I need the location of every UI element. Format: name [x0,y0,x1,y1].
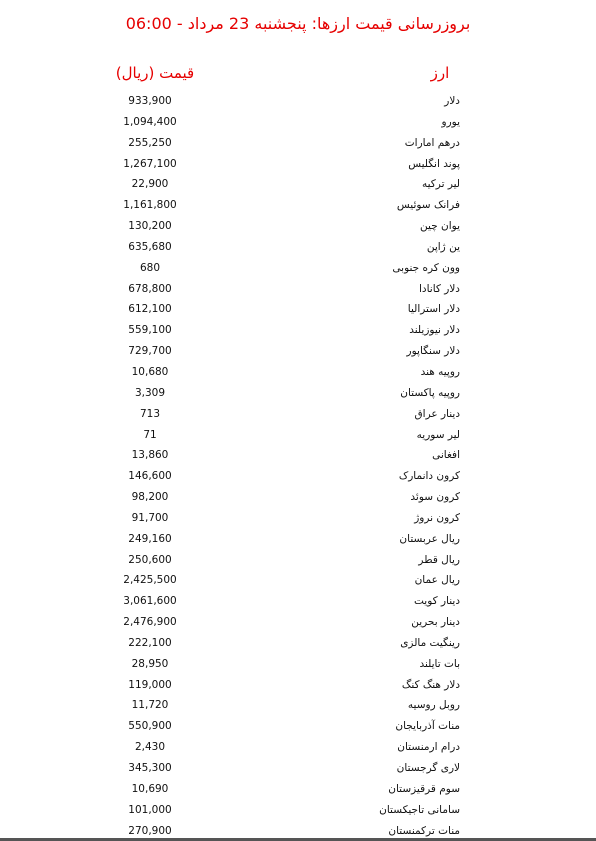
table-row [0,237,596,258]
currency-name: یورو [441,115,460,128]
table-row [0,466,596,487]
currency-name: پوند انگلیس [408,157,460,170]
currency-price: 91,700 [131,511,169,524]
table-row [0,633,596,654]
table-row [0,383,596,404]
table-row [0,612,596,633]
currency-price: 2,425,500 [123,574,177,587]
table-row [0,508,596,529]
currency-price: 3,309 [134,386,166,399]
currency-name: روپیه هند [420,365,460,378]
currency-name: کرون نروژ [414,511,460,524]
currency-name: منات آذربایجان [395,720,460,733]
currency-price: 1,161,800 [123,199,177,212]
currency-name: سوم قرقیزستان [388,782,460,795]
table-row [0,133,596,154]
currency-name: منات ترکمنستان [388,824,460,837]
table-row [0,174,596,195]
currency-price: 729,700 [128,345,172,358]
table-row [0,404,596,425]
currency-price: 2,430 [134,741,166,754]
table-row [0,299,596,320]
table-row [0,341,596,362]
currency-name: ریال عمان [414,574,460,587]
currency-name: دلار [444,95,460,107]
currency-price: 255,250 [128,136,172,149]
currency-price: 612,100 [128,303,172,316]
currency-name: دینار عراق [414,407,460,420]
currency-name: یوان چین [420,220,460,233]
currency-name: دلار استرالیا [407,303,460,316]
table-row [0,112,596,133]
table-row [0,216,596,237]
currency-price: 249,160 [128,532,172,545]
currency-price: 3,061,600 [123,595,177,608]
table-row [0,487,596,508]
currency-name: کرون دانمارک [398,470,460,483]
currency-price: 13,860 [131,449,169,462]
currency-price: 2,476,900 [123,616,177,629]
currency-name: لیر سوریه [416,428,460,441]
currency-price: 119,000 [128,678,172,691]
currency-price: 559,100 [128,324,172,337]
currency-price: 680 [139,261,161,274]
table-row [0,695,596,716]
table-row [0,258,596,279]
currency-price: 270,900 [128,824,172,837]
currency-price: 933,900 [128,95,172,107]
table-row [0,362,596,383]
currency-name: وون کره جنوبی [392,261,460,274]
currency-price: 678,800 [128,282,172,295]
table-row [0,654,596,675]
table-row [0,529,596,550]
currency-name: سامانی تاجیکستان [379,803,460,816]
currency-name: ریال عربستان [399,532,460,545]
currency-name: لیر ترکیه [421,178,460,191]
currency-price: 101,000 [128,803,172,816]
currency-price: 10,690 [131,782,169,795]
header-price: قیمت (ریال) [115,64,195,82]
currency-name: درهم امارات [404,136,460,149]
table-row [0,320,596,341]
currency-price: 222,100 [128,636,172,649]
currency-price: 22,900 [131,178,169,191]
table-row [0,195,596,216]
currency-name: دلار نیوزیلند [409,324,460,337]
table-row [0,591,596,612]
currency-name: دینار بحرین [411,616,460,629]
table-row [0,716,596,737]
table-row [0,570,596,591]
table-row [0,91,596,112]
currency-price: 345,300 [128,762,172,774]
currency-name: روپیه پاکستان [400,386,460,399]
table-row [0,279,596,300]
currency-name: فرانک سوئیس [396,199,460,212]
currency-price: 146,600 [128,470,172,483]
currency-name: افغانی [432,449,460,462]
currency-price: 130,200 [128,220,172,233]
currency-name: دلار سنگاپور [406,345,460,358]
currency-name: رینگیت مالزی [400,636,460,649]
currency-price: 98,200 [131,491,169,504]
currency-price: 250,600 [128,553,172,566]
currency-name: کرون سوئد [410,491,460,504]
table-row [0,779,596,800]
table-row [0,445,596,466]
currency-table [0,91,596,841]
currency-price: 10,680 [131,365,169,378]
currency-price: 1,267,100 [123,157,177,170]
currency-price: 1,094,400 [123,115,177,128]
currency-price: 11,720 [131,699,169,712]
currency-name: ریال قطر [418,553,460,566]
currency-name: دلار هنگ کنگ [401,678,460,691]
currency-price: 713 [139,407,161,420]
currency-name: بات تایلند [419,657,460,670]
table-row [0,550,596,571]
table-row [0,800,596,821]
table-row [0,425,596,446]
table-row [0,758,596,779]
header-currency: ارز [430,64,450,82]
currency-price: 28,950 [131,657,169,670]
currency-price: 550,900 [128,720,172,733]
currency-name: درام ارمنستان [397,741,460,754]
currency-name: ین ژاپن [426,240,460,253]
currency-price: 635,680 [128,240,172,253]
table-row [0,675,596,696]
table-row [0,737,596,758]
currency-name: لاری گرجستان [396,762,460,774]
currency-name: دلار کانادا [419,282,460,295]
currency-price: 71 [143,428,157,441]
currency-name: روبل روسیه [407,699,460,712]
currency-name: دینار کویت [413,595,460,608]
page-title: بروزرسانی قیمت ارزها: پنجشنبه 23 مرداد - 06:00 [125,14,471,33]
table-row [0,154,596,175]
